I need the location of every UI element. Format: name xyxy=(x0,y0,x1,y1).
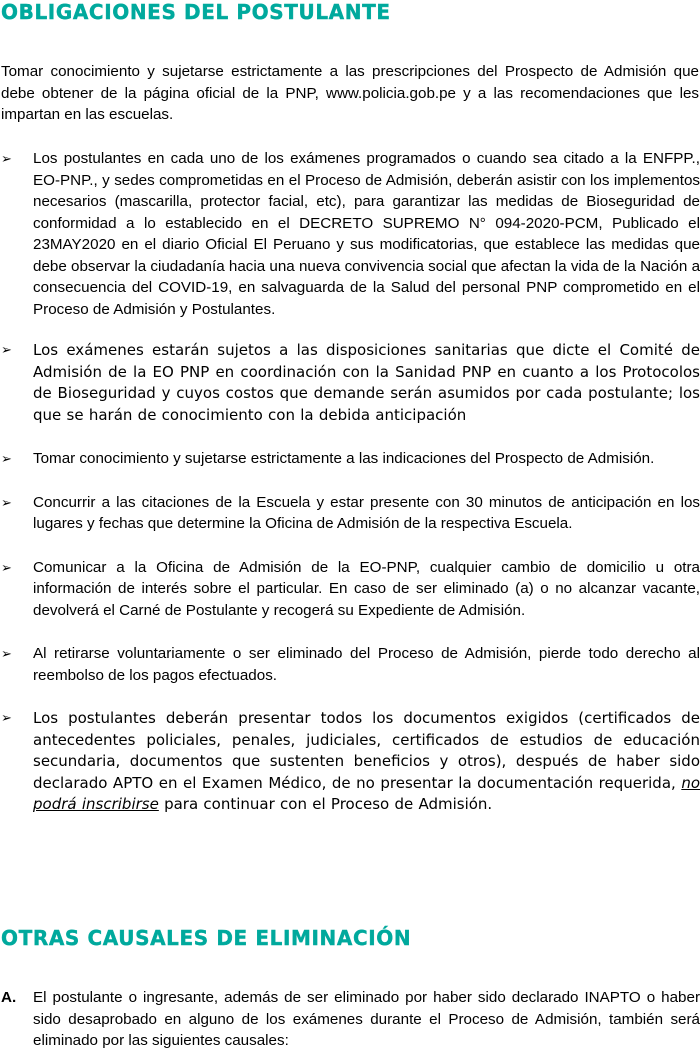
emphasis-text: no podrá inscribirse xyxy=(33,773,700,813)
list-item xyxy=(0,340,700,426)
list-item-text-end: para continuar con el Proceso de Admisión. xyxy=(158,795,493,813)
lettered-item-text: El postulante o ingresante, además de ser eliminado por haber sido declarado INAPTO o haber sido desaprobado en alguno de los exámenes durante el Proceso de Admisión, también será eliminado por las siguientes causales: xyxy=(33,989,700,1049)
list-item-text: Concurrir a las citaciones de la Escuela y estar presente con 30 minutos de anticipación en los lugares y fechas que determine la Oficina de Admisión de la respectiva Escuela. xyxy=(33,493,700,532)
arrow-bullet-icon: ➢ xyxy=(1,646,12,661)
arrow-bullet-icon: ➢ xyxy=(1,711,12,726)
arrow-bullet-icon: ➢ xyxy=(1,494,12,510)
lettered-item xyxy=(0,987,700,1052)
list-item-text: Al retirarse voluntariamente o ser eliminado del Proceso de Admisión, pierde todo derecho al reembolso de los pagos efectuados. xyxy=(33,645,700,684)
list-item xyxy=(0,557,700,622)
list-item-text: Los exámenes estarán sujetos a las disposiciones sanitarias que dicte el Comité de Admisión de la EO PNP en coordinación con la Sanidad PNP en cuanto a los Protocolos de Bioseguridad y cuyos costos que demande serán asumidos por cada postulante; los que se harán de conocimiento con la debida anticipación xyxy=(33,341,700,424)
list-item xyxy=(0,492,700,535)
section-title-causales: OTRAS CAUSALES DE ELIMINACIÓN xyxy=(1,926,412,950)
obligations-list xyxy=(0,148,700,838)
list-item-text: Tomar conocimiento y sujetarse estrictamente a las indicaciones del Prospecto de Admisión. xyxy=(33,450,655,467)
arrow-bullet-icon: ➢ xyxy=(1,451,12,466)
arrow-bullet-icon: ➢ xyxy=(1,343,12,358)
list-item xyxy=(0,643,700,686)
intro-paragraph: Tomar conocimiento y sujetarse estrictamente a las prescripciones del Prospecto de Admisión que debe obtener de la página oficial de la PNP, www.policia.gob.pe y a las recomendaciones que les impartan en las escuelas. xyxy=(1,63,699,123)
section-title-obligaciones: OBLIGACIONES DEL POSTULANTE xyxy=(1,0,391,24)
list-item xyxy=(0,148,700,320)
list-item-text: Comunicar a la Oficina de Admisión de la EO-PNP, cualquier cambio de domicilio u otra información de interés sobre el particular. En caso de ser eliminado (a) o no alcanzar vacante, devolverá el Carné de Postulante y recogerá su Expediente de Admisión. xyxy=(33,558,700,619)
list-item-text: Los postulantes en cada uno de los exámenes programados o cuando sea citado a la ENFPP., EO-PNP., y sedes comprometidas en el Proceso de Admisión, deberán asistir con los implementos necesarios (mascarilla, protector facial, etc), para garantizar las medidas de Bioseguridad de conformidad a lo establecido en el DECRETO SUPREMO N° 094-2020-PCM, Publicado el 23MAY2020 en el diario Oficial El Peruano y sus modificatorias, que establece las medidas que debe observar la ciudadanía hacia una nueva convivencia social que afectan la vida de la Nación a consecuencia del COVID-19, en salvaguarda de la Salud del personal PNP comprometido en el Proceso de Admisión y Postulantes. xyxy=(33,150,700,318)
list-item xyxy=(0,448,700,470)
item-letter: A. xyxy=(1,989,17,1006)
arrow-bullet-icon: ➢ xyxy=(1,559,12,575)
list-item-text: Los postulantes deberán presentar todos los documentos exigidos (certificados de antecedentes policiales, penales, judiciales, certificados de estudios de educación secundaria, documentos que sustenten beneficios y otros), después de haber sido declarado APTO en el Examen Médico, de no presentar la documentación requerida, xyxy=(33,709,700,792)
arrow-bullet-icon: ➢ xyxy=(1,151,12,166)
list-item xyxy=(0,708,700,816)
